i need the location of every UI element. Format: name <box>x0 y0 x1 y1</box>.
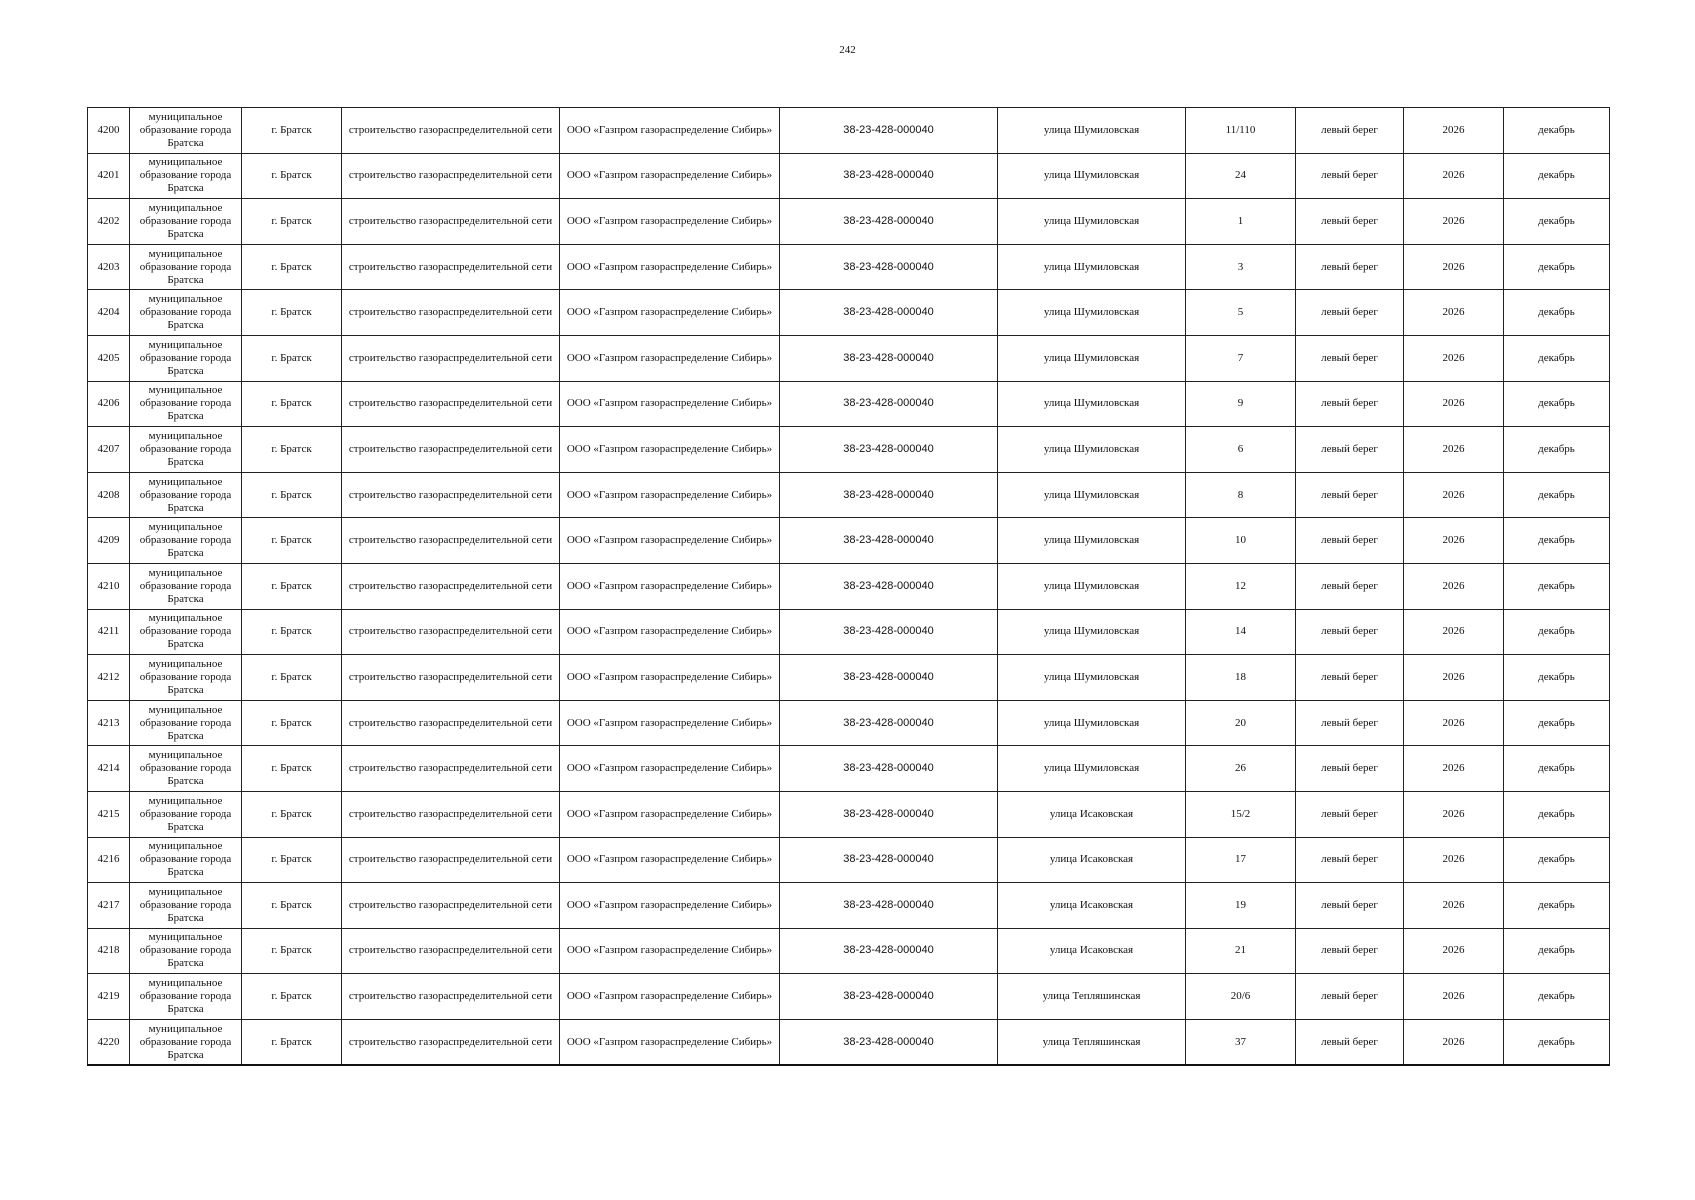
street-cell: улица Шумиловская <box>998 746 1186 792</box>
month-cell: декабрь <box>1504 837 1610 883</box>
registry-code-cell: 38-23-428-000040 <box>780 791 998 837</box>
month-cell: декабрь <box>1504 928 1610 974</box>
organization-cell: ООО «Газпром газораспределение Сибирь» <box>560 518 780 564</box>
registry-code-cell: 38-23-428-000040 <box>780 472 998 518</box>
year-cell: 2026 <box>1404 1019 1504 1065</box>
municipality-cell: муниципальное образование города Братска <box>130 153 242 199</box>
house-number-cell: 6 <box>1186 427 1296 473</box>
city-cell: г. Братск <box>242 290 342 336</box>
municipality-cell: муниципальное образование города Братска <box>130 928 242 974</box>
row-number: 4216 <box>88 837 130 883</box>
month-cell: декабрь <box>1504 518 1610 564</box>
house-number-cell: 11/110 <box>1186 108 1296 154</box>
street-cell: улица Шумиловская <box>998 153 1186 199</box>
street-cell: улица Шумиловская <box>998 518 1186 564</box>
municipality-cell: муниципальное образование города Братска <box>130 290 242 336</box>
table-row <box>88 563 1610 609</box>
activity-cell: строительство газораспределительной сети <box>342 655 560 701</box>
city-cell: г. Братск <box>242 1019 342 1065</box>
organization-cell: ООО «Газпром газораспределение Сибирь» <box>560 791 780 837</box>
activity-cell: строительство газораспределительной сети <box>342 381 560 427</box>
river-bank-cell: левый берег <box>1296 655 1404 701</box>
registry-code-cell: 38-23-428-000040 <box>780 153 998 199</box>
city-cell: г. Братск <box>242 153 342 199</box>
house-number-cell: 8 <box>1186 472 1296 518</box>
registry-code-cell: 38-23-428-000040 <box>780 518 998 564</box>
registry-code-cell: 38-23-428-000040 <box>780 655 998 701</box>
table-row <box>88 700 1610 746</box>
city-cell: г. Братск <box>242 746 342 792</box>
street-cell: улица Исаковская <box>998 883 1186 929</box>
house-number-cell: 7 <box>1186 335 1296 381</box>
month-cell: декабрь <box>1504 974 1610 1020</box>
street-cell: улица Тепляшинская <box>998 1019 1186 1065</box>
river-bank-cell: левый берег <box>1296 199 1404 245</box>
municipality-cell: муниципальное образование города Братска <box>130 108 242 154</box>
house-number-cell: 18 <box>1186 655 1296 701</box>
table-row <box>88 974 1610 1020</box>
gas-network-table <box>87 107 1610 1066</box>
street-cell: улица Шумиловская <box>998 609 1186 655</box>
city-cell: г. Братск <box>242 199 342 245</box>
registry-code-cell: 38-23-428-000040 <box>780 244 998 290</box>
house-number-cell: 15/2 <box>1186 791 1296 837</box>
table-row <box>88 655 1610 701</box>
river-bank-cell: левый берег <box>1296 974 1404 1020</box>
table-row <box>88 381 1610 427</box>
river-bank-cell: левый берег <box>1296 427 1404 473</box>
table-row <box>88 746 1610 792</box>
table-row <box>88 108 1610 154</box>
municipality-cell: муниципальное образование города Братска <box>130 199 242 245</box>
table-row <box>88 472 1610 518</box>
month-cell: декабрь <box>1504 609 1610 655</box>
registry-code-cell: 38-23-428-000040 <box>780 563 998 609</box>
river-bank-cell: левый берег <box>1296 928 1404 974</box>
activity-cell: строительство газораспределительной сети <box>342 700 560 746</box>
municipality-cell: муниципальное образование города Братска <box>130 746 242 792</box>
row-number: 4208 <box>88 472 130 518</box>
activity-cell: строительство газораспределительной сети <box>342 427 560 473</box>
registry-code-cell: 38-23-428-000040 <box>780 381 998 427</box>
street-cell: улица Шумиловская <box>998 563 1186 609</box>
river-bank-cell: левый берег <box>1296 609 1404 655</box>
year-cell: 2026 <box>1404 518 1504 564</box>
river-bank-cell: левый берег <box>1296 563 1404 609</box>
street-cell: улица Шумиловская <box>998 655 1186 701</box>
street-cell: улица Шумиловская <box>998 108 1186 154</box>
row-number: 4201 <box>88 153 130 199</box>
city-cell: г. Братск <box>242 108 342 154</box>
organization-cell: ООО «Газпром газораспределение Сибирь» <box>560 244 780 290</box>
organization-cell: ООО «Газпром газораспределение Сибирь» <box>560 609 780 655</box>
row-number: 4211 <box>88 609 130 655</box>
street-cell: улица Шумиловская <box>998 381 1186 427</box>
year-cell: 2026 <box>1404 974 1504 1020</box>
organization-cell: ООО «Газпром газораспределение Сибирь» <box>560 153 780 199</box>
activity-cell: строительство газораспределительной сети <box>342 746 560 792</box>
house-number-cell: 5 <box>1186 290 1296 336</box>
year-cell: 2026 <box>1404 928 1504 974</box>
year-cell: 2026 <box>1404 108 1504 154</box>
activity-cell: строительство газораспределительной сети <box>342 290 560 336</box>
table-row <box>88 290 1610 336</box>
organization-cell: ООО «Газпром газораспределение Сибирь» <box>560 700 780 746</box>
activity-cell: строительство газораспределительной сети <box>342 472 560 518</box>
row-number: 4218 <box>88 928 130 974</box>
municipality-cell: муниципальное образование города Братска <box>130 837 242 883</box>
year-cell: 2026 <box>1404 427 1504 473</box>
city-cell: г. Братск <box>242 563 342 609</box>
organization-cell: ООО «Газпром газораспределение Сибирь» <box>560 108 780 154</box>
month-cell: декабрь <box>1504 472 1610 518</box>
river-bank-cell: левый берег <box>1296 108 1404 154</box>
river-bank-cell: левый берег <box>1296 837 1404 883</box>
row-number: 4204 <box>88 290 130 336</box>
table-row <box>88 244 1610 290</box>
municipality-cell: муниципальное образование города Братска <box>130 244 242 290</box>
row-number: 4215 <box>88 791 130 837</box>
table-row <box>88 609 1610 655</box>
month-cell: декабрь <box>1504 290 1610 336</box>
table-row <box>88 837 1610 883</box>
year-cell: 2026 <box>1404 199 1504 245</box>
month-cell: декабрь <box>1504 153 1610 199</box>
city-cell: г. Братск <box>242 928 342 974</box>
city-cell: г. Братск <box>242 472 342 518</box>
registry-code-cell: 38-23-428-000040 <box>780 883 998 929</box>
activity-cell: строительство газораспределительной сети <box>342 199 560 245</box>
table-row <box>88 518 1610 564</box>
month-cell: декабрь <box>1504 1019 1610 1065</box>
table-row <box>88 1019 1610 1065</box>
house-number-cell: 9 <box>1186 381 1296 427</box>
river-bank-cell: левый берег <box>1296 472 1404 518</box>
city-cell: г. Братск <box>242 837 342 883</box>
registry-code-cell: 38-23-428-000040 <box>780 199 998 245</box>
municipality-cell: муниципальное образование города Братска <box>130 427 242 473</box>
activity-cell: строительство газораспределительной сети <box>342 518 560 564</box>
street-cell: улица Тепляшинская <box>998 974 1186 1020</box>
municipality-cell: муниципальное образование города Братска <box>130 974 242 1020</box>
city-cell: г. Братск <box>242 244 342 290</box>
table-row <box>88 427 1610 473</box>
city-cell: г. Братск <box>242 700 342 746</box>
table-row <box>88 883 1610 929</box>
house-number-cell: 20/6 <box>1186 974 1296 1020</box>
row-number: 4217 <box>88 883 130 929</box>
city-cell: г. Братск <box>242 381 342 427</box>
city-cell: г. Братск <box>242 974 342 1020</box>
year-cell: 2026 <box>1404 381 1504 427</box>
year-cell: 2026 <box>1404 290 1504 336</box>
month-cell: декабрь <box>1504 335 1610 381</box>
organization-cell: ООО «Газпром газораспределение Сибирь» <box>560 1019 780 1065</box>
row-number: 4207 <box>88 427 130 473</box>
row-number: 4205 <box>88 335 130 381</box>
activity-cell: строительство газораспределительной сети <box>342 1019 560 1065</box>
registry-code-cell: 38-23-428-000040 <box>780 1019 998 1065</box>
row-number: 4202 <box>88 199 130 245</box>
house-number-cell: 24 <box>1186 153 1296 199</box>
house-number-cell: 17 <box>1186 837 1296 883</box>
river-bank-cell: левый берег <box>1296 700 1404 746</box>
organization-cell: ООО «Газпром газораспределение Сибирь» <box>560 837 780 883</box>
row-number: 4206 <box>88 381 130 427</box>
street-cell: улица Исаковская <box>998 837 1186 883</box>
registry-code-cell: 38-23-428-000040 <box>780 290 998 336</box>
row-number: 4209 <box>88 518 130 564</box>
city-cell: г. Братск <box>242 791 342 837</box>
organization-cell: ООО «Газпром газораспределение Сибирь» <box>560 199 780 245</box>
month-cell: декабрь <box>1504 791 1610 837</box>
city-cell: г. Братск <box>242 518 342 564</box>
organization-cell: ООО «Газпром газораспределение Сибирь» <box>560 427 780 473</box>
river-bank-cell: левый берег <box>1296 153 1404 199</box>
year-cell: 2026 <box>1404 791 1504 837</box>
year-cell: 2026 <box>1404 746 1504 792</box>
organization-cell: ООО «Газпром газораспределение Сибирь» <box>560 472 780 518</box>
year-cell: 2026 <box>1404 153 1504 199</box>
river-bank-cell: левый берег <box>1296 746 1404 792</box>
city-cell: г. Братск <box>242 883 342 929</box>
river-bank-cell: левый берег <box>1296 335 1404 381</box>
activity-cell: строительство газораспределительной сети <box>342 563 560 609</box>
street-cell: улица Шумиловская <box>998 427 1186 473</box>
municipality-cell: муниципальное образование города Братска <box>130 609 242 655</box>
municipality-cell: муниципальное образование города Братска <box>130 563 242 609</box>
table-row <box>88 153 1610 199</box>
river-bank-cell: левый берег <box>1296 791 1404 837</box>
river-bank-cell: левый берег <box>1296 1019 1404 1065</box>
registry-code-cell: 38-23-428-000040 <box>780 837 998 883</box>
organization-cell: ООО «Газпром газораспределение Сибирь» <box>560 883 780 929</box>
river-bank-cell: левый берег <box>1296 883 1404 929</box>
street-cell: улица Исаковская <box>998 928 1186 974</box>
street-cell: улица Шумиловская <box>998 244 1186 290</box>
street-cell: улица Шумиловская <box>998 472 1186 518</box>
municipality-cell: муниципальное образование города Братска <box>130 518 242 564</box>
house-number-cell: 26 <box>1186 746 1296 792</box>
organization-cell: ООО «Газпром газораспределение Сибирь» <box>560 746 780 792</box>
house-number-cell: 1 <box>1186 199 1296 245</box>
registry-code-cell: 38-23-428-000040 <box>780 609 998 655</box>
organization-cell: ООО «Газпром газораспределение Сибирь» <box>560 655 780 701</box>
city-cell: г. Братск <box>242 335 342 381</box>
year-cell: 2026 <box>1404 609 1504 655</box>
registry-code-cell: 38-23-428-000040 <box>780 928 998 974</box>
year-cell: 2026 <box>1404 335 1504 381</box>
month-cell: декабрь <box>1504 199 1610 245</box>
month-cell: декабрь <box>1504 746 1610 792</box>
year-cell: 2026 <box>1404 244 1504 290</box>
city-cell: г. Братск <box>242 427 342 473</box>
river-bank-cell: левый берег <box>1296 244 1404 290</box>
year-cell: 2026 <box>1404 655 1504 701</box>
municipality-cell: муниципальное образование города Братска <box>130 1019 242 1065</box>
street-cell: улица Шумиловская <box>998 290 1186 336</box>
activity-cell: строительство газораспределительной сети <box>342 928 560 974</box>
month-cell: декабрь <box>1504 700 1610 746</box>
municipality-cell: муниципальное образование города Братска <box>130 472 242 518</box>
activity-cell: строительство газораспределительной сети <box>342 609 560 655</box>
house-number-cell: 21 <box>1186 928 1296 974</box>
registry-code-cell: 38-23-428-000040 <box>780 427 998 473</box>
house-number-cell: 37 <box>1186 1019 1296 1065</box>
year-cell: 2026 <box>1404 472 1504 518</box>
table-row <box>88 791 1610 837</box>
street-cell: улица Шумиловская <box>998 199 1186 245</box>
organization-cell: ООО «Газпром газораспределение Сибирь» <box>560 290 780 336</box>
activity-cell: строительство газораспределительной сети <box>342 974 560 1020</box>
municipality-cell: муниципальное образование города Братска <box>130 700 242 746</box>
organization-cell: ООО «Газпром газораспределение Сибирь» <box>560 974 780 1020</box>
year-cell: 2026 <box>1404 700 1504 746</box>
table-body <box>88 108 1610 1066</box>
activity-cell: строительство газораспределительной сети <box>342 883 560 929</box>
row-number: 4212 <box>88 655 130 701</box>
municipality-cell: муниципальное образование города Братска <box>130 883 242 929</box>
registry-code-cell: 38-23-428-000040 <box>780 746 998 792</box>
river-bank-cell: левый берег <box>1296 290 1404 336</box>
table-row <box>88 199 1610 245</box>
row-number: 4219 <box>88 974 130 1020</box>
year-cell: 2026 <box>1404 883 1504 929</box>
month-cell: декабрь <box>1504 427 1610 473</box>
year-cell: 2026 <box>1404 563 1504 609</box>
street-cell: улица Шумиловская <box>998 335 1186 381</box>
month-cell: декабрь <box>1504 108 1610 154</box>
year-cell: 2026 <box>1404 837 1504 883</box>
activity-cell: строительство газораспределительной сети <box>342 108 560 154</box>
organization-cell: ООО «Газпром газораспределение Сибирь» <box>560 928 780 974</box>
house-number-cell: 3 <box>1186 244 1296 290</box>
row-number: 4220 <box>88 1019 130 1065</box>
street-cell: улица Исаковская <box>998 791 1186 837</box>
month-cell: декабрь <box>1504 381 1610 427</box>
house-number-cell: 10 <box>1186 518 1296 564</box>
activity-cell: строительство газораспределительной сети <box>342 244 560 290</box>
organization-cell: ООО «Газпром газораспределение Сибирь» <box>560 381 780 427</box>
municipality-cell: муниципальное образование города Братска <box>130 655 242 701</box>
registry-code-cell: 38-23-428-000040 <box>780 974 998 1020</box>
house-number-cell: 12 <box>1186 563 1296 609</box>
row-number: 4213 <box>88 700 130 746</box>
row-number: 4214 <box>88 746 130 792</box>
table-row <box>88 335 1610 381</box>
river-bank-cell: левый берег <box>1296 381 1404 427</box>
municipality-cell: муниципальное образование города Братска <box>130 791 242 837</box>
month-cell: декабрь <box>1504 883 1610 929</box>
registry-code-cell: 38-23-428-000040 <box>780 700 998 746</box>
organization-cell: ООО «Газпром газораспределение Сибирь» <box>560 563 780 609</box>
municipality-cell: муниципальное образование города Братска <box>130 381 242 427</box>
month-cell: декабрь <box>1504 563 1610 609</box>
row-number: 4210 <box>88 563 130 609</box>
row-number: 4200 <box>88 108 130 154</box>
registry-code-cell: 38-23-428-000040 <box>780 108 998 154</box>
river-bank-cell: левый берег <box>1296 518 1404 564</box>
page-number: 242 <box>839 44 856 56</box>
row-number: 4203 <box>88 244 130 290</box>
registry-code-cell: 38-23-428-000040 <box>780 335 998 381</box>
month-cell: декабрь <box>1504 655 1610 701</box>
activity-cell: строительство газораспределительной сети <box>342 335 560 381</box>
month-cell: декабрь <box>1504 244 1610 290</box>
street-cell: улица Шумиловская <box>998 700 1186 746</box>
activity-cell: строительство газораспределительной сети <box>342 837 560 883</box>
municipality-cell: муниципальное образование города Братска <box>130 335 242 381</box>
organization-cell: ООО «Газпром газораспределение Сибирь» <box>560 335 780 381</box>
activity-cell: строительство газораспределительной сети <box>342 791 560 837</box>
table-row <box>88 928 1610 974</box>
house-number-cell: 19 <box>1186 883 1296 929</box>
city-cell: г. Братск <box>242 609 342 655</box>
activity-cell: строительство газораспределительной сети <box>342 153 560 199</box>
house-number-cell: 14 <box>1186 609 1296 655</box>
city-cell: г. Братск <box>242 655 342 701</box>
house-number-cell: 20 <box>1186 700 1296 746</box>
